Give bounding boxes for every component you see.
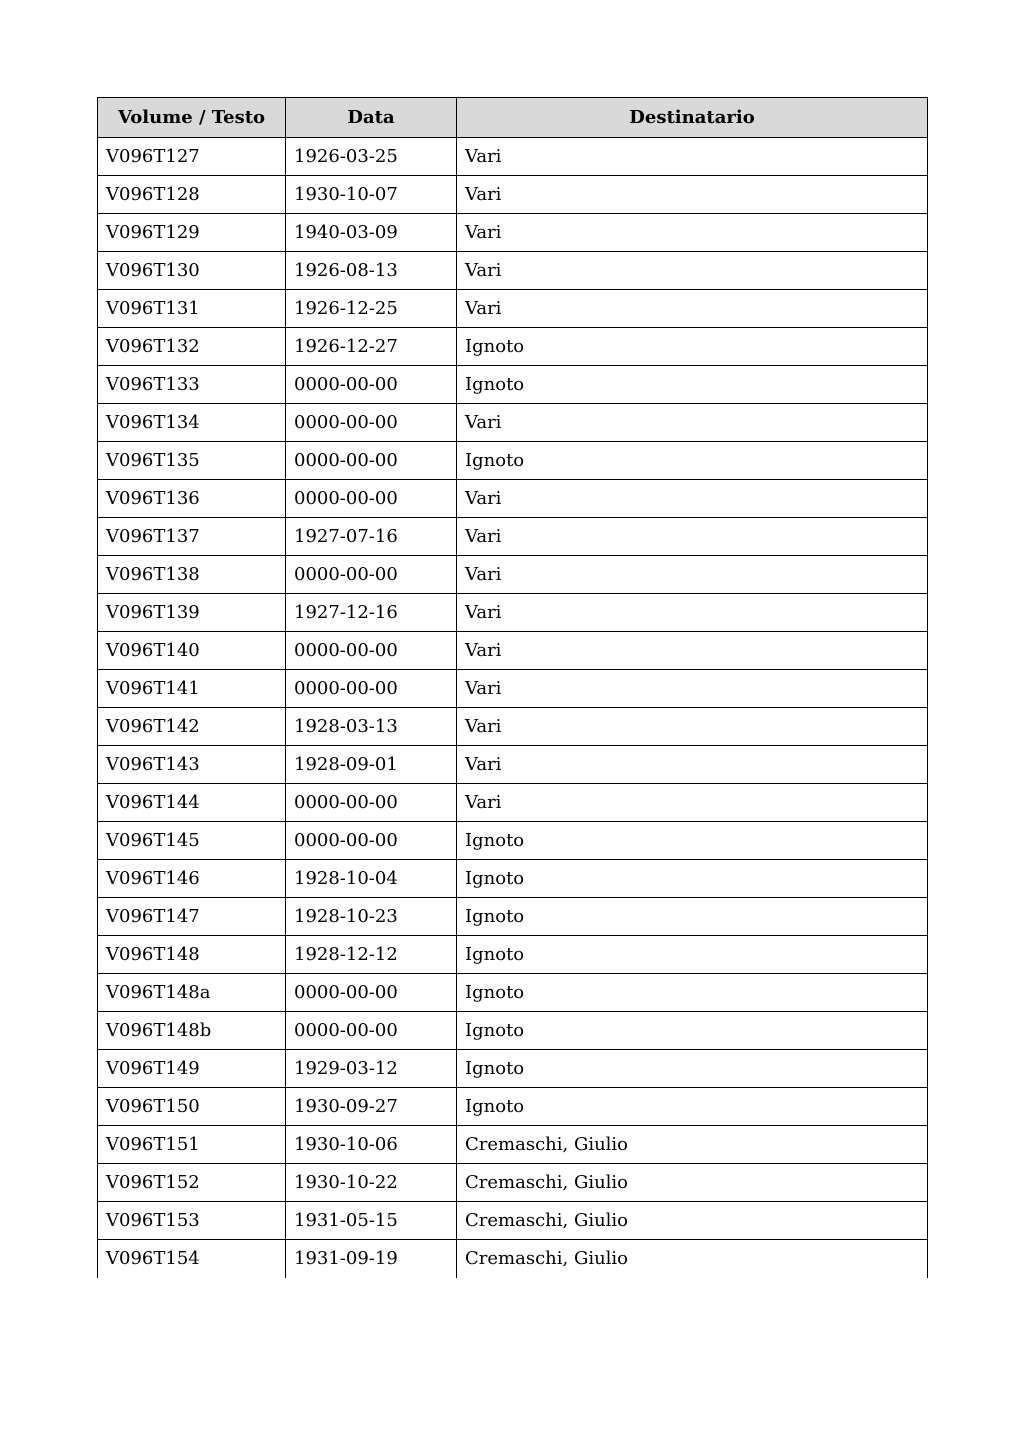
table-row [98,632,928,670]
header-data: Data [286,98,457,138]
cell-data: 0000-00-00 [286,632,457,670]
cell-destinatario: Ignoto [457,1088,928,1126]
cell-data: 1931-09-19 [286,1240,457,1278]
cell-data: 1928-09-01 [286,746,457,784]
header-volume-testo: Volume / Testo [98,98,286,138]
cell-destinatario: Cremaschi, Giulio [457,1126,928,1164]
cell-volume-testo: V096T152 [98,1164,286,1202]
table-row [98,214,928,252]
cell-data: 1927-07-16 [286,518,457,556]
cell-destinatario: Vari [457,670,928,708]
cell-volume-testo: V096T137 [98,518,286,556]
cell-destinatario: Vari [457,176,928,214]
cell-volume-testo: V096T131 [98,290,286,328]
cell-destinatario: Cremaschi, Giulio [457,1240,928,1278]
table-row [98,366,928,404]
cell-volume-testo: V096T148b [98,1012,286,1050]
cell-data: 0000-00-00 [286,784,457,822]
table-row [98,138,928,176]
cell-volume-testo: V096T151 [98,1126,286,1164]
cell-destinatario: Vari [457,214,928,252]
cell-destinatario: Vari [457,518,928,556]
cell-volume-testo: V096T138 [98,556,286,594]
cell-data: 0000-00-00 [286,974,457,1012]
table-row [98,898,928,936]
table-row [98,404,928,442]
cell-data: 1930-10-22 [286,1164,457,1202]
cell-destinatario: Vari [457,594,928,632]
cell-destinatario: Vari [457,480,928,518]
cell-data: 1928-12-12 [286,936,457,974]
table-row [98,480,928,518]
cell-destinatario: Vari [457,632,928,670]
table-row [98,252,928,290]
cell-data: 1930-09-27 [286,1088,457,1126]
cell-data: 1928-03-13 [286,708,457,746]
cell-volume-testo: V096T141 [98,670,286,708]
header-destinatario: Destinatario [457,98,928,138]
table-row [98,442,928,480]
cell-volume-testo: V096T146 [98,860,286,898]
cell-volume-testo: V096T132 [98,328,286,366]
cell-destinatario: Vari [457,138,928,176]
cell-destinatario: Vari [457,746,928,784]
cell-data: 1930-10-06 [286,1126,457,1164]
cell-data: 1927-12-16 [286,594,457,632]
cell-destinatario: Vari [457,784,928,822]
cell-destinatario: Vari [457,290,928,328]
cell-volume-testo: V096T142 [98,708,286,746]
records-table [97,97,928,1278]
table-body [98,138,928,1278]
cell-destinatario: Ignoto [457,822,928,860]
cell-volume-testo: V096T148a [98,974,286,1012]
table-row [98,1050,928,1088]
table-row [98,1088,928,1126]
cell-destinatario: Ignoto [457,1012,928,1050]
cell-destinatario: Vari [457,708,928,746]
table-row [98,784,928,822]
cell-volume-testo: V096T153 [98,1202,286,1240]
cell-data: 0000-00-00 [286,366,457,404]
cell-volume-testo: V096T136 [98,480,286,518]
cell-data: 1926-12-27 [286,328,457,366]
table-row [98,746,928,784]
cell-destinatario: Ignoto [457,936,928,974]
cell-volume-testo: V096T148 [98,936,286,974]
cell-data: 1926-08-13 [286,252,457,290]
table-row [98,1202,928,1240]
table-row [98,328,928,366]
table-row [98,556,928,594]
cell-destinatario: Cremaschi, Giulio [457,1202,928,1240]
cell-data: 0000-00-00 [286,480,457,518]
cell-data: 0000-00-00 [286,670,457,708]
cell-data: 1930-10-07 [286,176,457,214]
cell-destinatario: Vari [457,556,928,594]
cell-destinatario: Ignoto [457,366,928,404]
table-row [98,176,928,214]
cell-volume-testo: V096T130 [98,252,286,290]
cell-destinatario: Vari [457,252,928,290]
cell-destinatario: Ignoto [457,898,928,936]
cell-volume-testo: V096T147 [98,898,286,936]
table-row [98,936,928,974]
cell-data: 1928-10-23 [286,898,457,936]
cell-data: 1928-10-04 [286,860,457,898]
header-row [98,98,928,138]
cell-volume-testo: V096T145 [98,822,286,860]
cell-data: 0000-00-00 [286,1012,457,1050]
cell-volume-testo: V096T143 [98,746,286,784]
cell-destinatario: Cremaschi, Giulio [457,1164,928,1202]
cell-data: 1940-03-09 [286,214,457,252]
table-row [98,822,928,860]
cell-data: 0000-00-00 [286,442,457,480]
cell-volume-testo: V096T133 [98,366,286,404]
table-row [98,1012,928,1050]
cell-volume-testo: V096T129 [98,214,286,252]
cell-volume-testo: V096T149 [98,1050,286,1088]
table-row [98,860,928,898]
table-row [98,670,928,708]
cell-data: 0000-00-00 [286,404,457,442]
cell-data: 1926-03-25 [286,138,457,176]
cell-volume-testo: V096T127 [98,138,286,176]
table-row [98,518,928,556]
table-row [98,594,928,632]
cell-data: 1931-05-15 [286,1202,457,1240]
table-row [98,1240,928,1278]
cell-data: 1926-12-25 [286,290,457,328]
table-row [98,1126,928,1164]
cell-volume-testo: V096T154 [98,1240,286,1278]
table-header [98,98,928,138]
table-row [98,708,928,746]
table-row [98,974,928,1012]
cell-volume-testo: V096T140 [98,632,286,670]
table-row [98,290,928,328]
cell-destinatario: Vari [457,404,928,442]
cell-destinatario: Ignoto [457,442,928,480]
cell-data: 0000-00-00 [286,556,457,594]
table-row [98,1164,928,1202]
cell-data: 0000-00-00 [286,822,457,860]
cell-destinatario: Ignoto [457,328,928,366]
cell-destinatario: Ignoto [457,860,928,898]
cell-destinatario: Ignoto [457,974,928,1012]
cell-volume-testo: V096T144 [98,784,286,822]
cell-destinatario: Ignoto [457,1050,928,1088]
cell-volume-testo: V096T128 [98,176,286,214]
cell-volume-testo: V096T135 [98,442,286,480]
cell-data: 1929-03-12 [286,1050,457,1088]
cell-volume-testo: V096T150 [98,1088,286,1126]
cell-volume-testo: V096T139 [98,594,286,632]
cell-volume-testo: V096T134 [98,404,286,442]
